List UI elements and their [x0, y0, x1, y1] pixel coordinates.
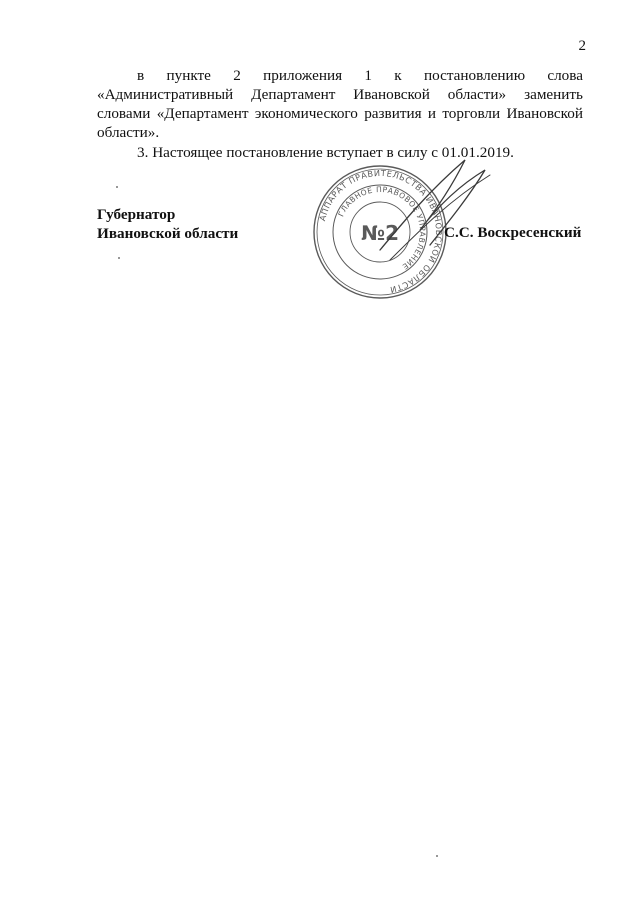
position-title: Губернатор [97, 206, 176, 223]
seal-center-text: №2 [361, 221, 399, 245]
signatory-position [97, 205, 238, 243]
signatory-name: С.С. Воскресенский [444, 224, 582, 241]
position-region: Ивановской области [97, 225, 239, 242]
scan-speck [116, 186, 118, 188]
paragraph: 3. Настоящее постановление вступает в силу с 01.01.2019. [137, 144, 514, 161]
scan-speck [436, 855, 438, 857]
seal-ring-text: АППАРАТ ПРАВИТЕЛЬСТВА ИВАНОВСКОЙ ОБЛАСТИ [317, 167, 445, 296]
handwritten-signature [360, 150, 500, 290]
page-number: 2 [578, 38, 586, 54]
scan-speck [118, 257, 120, 259]
paragraph: в пункте 2 приложения 1 к постановлению слова «Административный Департамент Ивановской области» заменить словами «Департамент экономического развития и торговли Ивановской области». [97, 67, 583, 141]
seal-inner-text: ГЛАВНОЕ ПРАВОВОЕ УПРАВЛЕНИЕ [336, 184, 428, 272]
document-body [97, 66, 583, 162]
